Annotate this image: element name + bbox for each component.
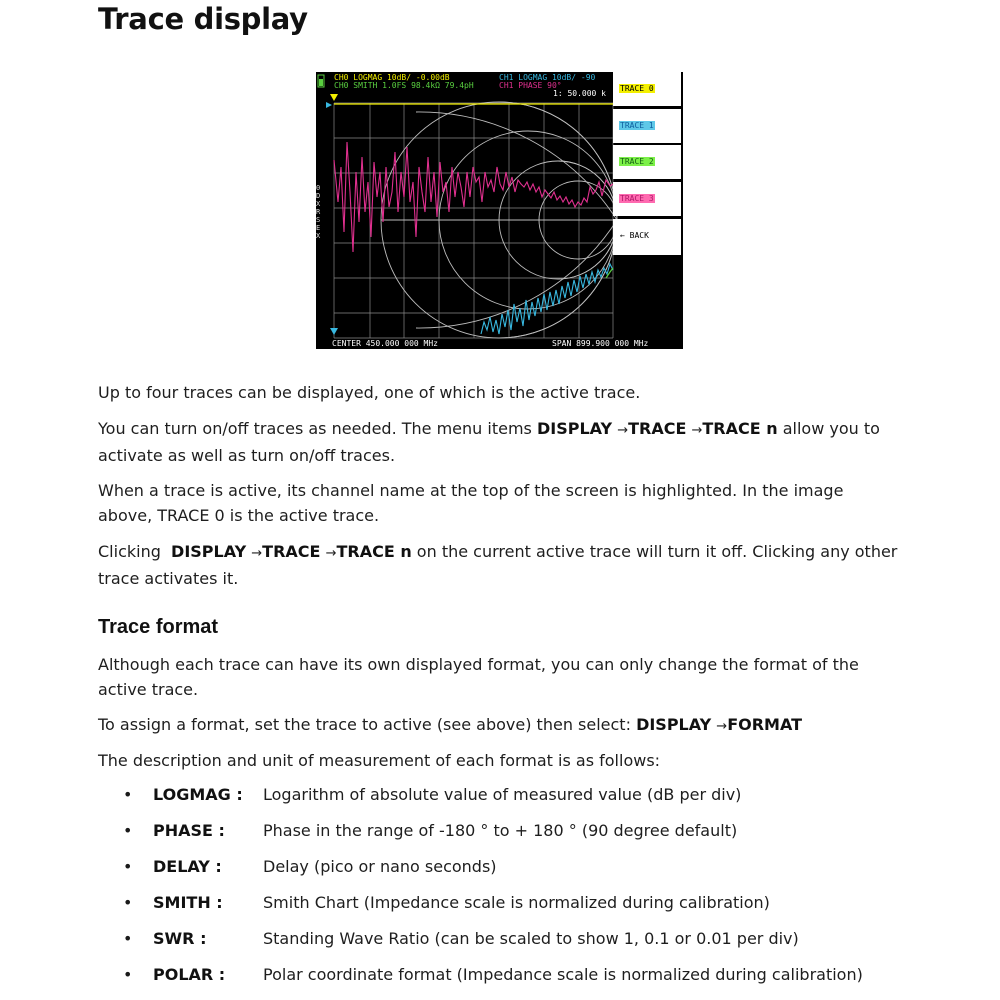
format-description: Polar coordinate format (Impedance scale is normalized during calibration)	[263, 965, 863, 984]
bullet-icon: •	[123, 965, 133, 984]
format-description: Logarithm of absolute value of measured value (dB per div)	[263, 785, 742, 804]
bullet-icon: •	[123, 893, 133, 912]
para4-tracen-bold: TRACE n	[336, 542, 412, 561]
arrow-icon: →	[691, 423, 703, 438]
grid-lines	[334, 103, 613, 338]
para4-trace-bold: TRACE	[262, 542, 321, 561]
menu-trace-1-label: TRACE 1	[620, 121, 654, 130]
section-title: Trace format	[98, 616, 219, 638]
format-name: PHASE :	[153, 821, 225, 840]
format-name: LOGMAG :	[153, 785, 243, 804]
marker-top-icon	[330, 94, 338, 101]
paragraph-traces-count: Up to four traces can be displayed, one of which is the active trace.	[98, 383, 641, 402]
menu-trace-0-button[interactable]	[613, 72, 681, 106]
side-label: 0 D X R S E X	[316, 184, 321, 240]
format-description: Smith Chart (Impedance scale is normalized during calibration)	[263, 893, 770, 912]
para4-display-bold: DISPLAY	[171, 542, 247, 561]
format-name: DELAY :	[153, 857, 222, 876]
para2-text-before: You can turn on/off traces as needed. The menu items	[98, 419, 537, 438]
device-screenshot	[316, 72, 683, 349]
para6-display-bold: DISPLAY	[636, 715, 712, 734]
header-ch1-logmag: CH1 LOGMAG 10dB/ -90	[499, 73, 596, 82]
para6-format-bold: FORMAT	[727, 715, 803, 734]
paragraph-active-trace: When a trace is active, its channel name at the top of the screen is highlighted. In the image above, TRACE 0 is the active trace.	[98, 481, 844, 525]
bullet-icon: •	[123, 785, 133, 804]
paragraph-format-intro: Although each trace can have its own displayed format, you can only change the format of the active trace.	[98, 655, 859, 699]
arrow-icon: →	[716, 719, 728, 734]
bullet-icon: •	[123, 821, 133, 840]
bullet-icon: •	[123, 929, 133, 948]
page-title: Trace display	[98, 2, 308, 36]
menu-trace-3-label: TRACE 3	[620, 194, 654, 203]
header-ch0-logmag: CH0 LOGMAG 10dB/ -0.00dB	[334, 73, 450, 82]
para2-text-after: allow you to activate as well as turn on/off traces.	[98, 419, 880, 465]
para4-text-after: on the current active trace will turn it off. Clicking any other trace activates it.	[98, 542, 898, 588]
menu-trace-0-label: TRACE 0	[620, 84, 654, 93]
format-name: POLAR :	[153, 965, 226, 984]
list-item	[0, 965, 1000, 991]
marker-bottom-icon	[330, 328, 338, 335]
arrow-icon: →	[251, 546, 263, 561]
menu-back-button[interactable]	[613, 219, 681, 255]
paragraph-clicking	[98, 539, 898, 591]
para2-display-bold: DISPLAY	[536, 419, 613, 438]
format-description: Phase in the range of -180 ° to + 180 ° (90 degree default)	[263, 821, 738, 840]
trace-menu	[613, 72, 683, 255]
bullet-icon: •	[123, 857, 133, 876]
marker-left-icon	[326, 102, 332, 108]
format-name: SMITH :	[153, 893, 223, 912]
para6-text-before: To assign a format, set the trace to active (see above) then select:	[98, 715, 637, 734]
list-item	[0, 929, 1000, 955]
arrow-icon: →	[617, 423, 629, 438]
list-item	[0, 785, 1000, 811]
trace-3-line	[334, 142, 613, 252]
trace-1-line	[481, 264, 613, 334]
header-ch0-smith: CH0 SMITH 1.0FS 98.4kΩ 79.4pH	[334, 81, 474, 90]
menu-back-label: ← BACK	[620, 231, 649, 240]
list-item	[0, 821, 1000, 847]
paragraph-turn-on-off	[98, 416, 898, 468]
header-ch1-phase: CH1 PHASE 90°	[499, 81, 562, 90]
para2-trace-bold: TRACE	[628, 419, 687, 438]
menu-trace-2-button[interactable]	[613, 145, 681, 179]
marker-readout: 1: 50.000 k	[553, 89, 606, 98]
arrow-icon: →	[325, 546, 337, 561]
menu-trace-1-button[interactable]	[613, 109, 681, 143]
span-frequency: SPAN 899.900 000 MHz	[552, 339, 649, 348]
format-description: Delay (pico or nano seconds)	[263, 857, 497, 876]
menu-trace-3-button[interactable]	[613, 182, 681, 216]
format-description: Standing Wave Ratio (can be scaled to show 1, 0.1 or 0.01 per div)	[263, 929, 799, 948]
format-name: SWR :	[153, 929, 207, 948]
list-item	[0, 857, 1000, 883]
paragraph-assign-format	[98, 712, 898, 739]
para2-tracen-bold: TRACE n	[702, 419, 778, 438]
menu-trace-2-label: TRACE 2	[620, 157, 654, 166]
para4-text-before: Clicking	[98, 542, 172, 561]
center-frequency: CENTER 450.000 000 MHz	[332, 339, 438, 348]
list-item	[0, 893, 1000, 919]
paragraph-description: The description and unit of measurement of each format is as follows:	[98, 751, 661, 770]
